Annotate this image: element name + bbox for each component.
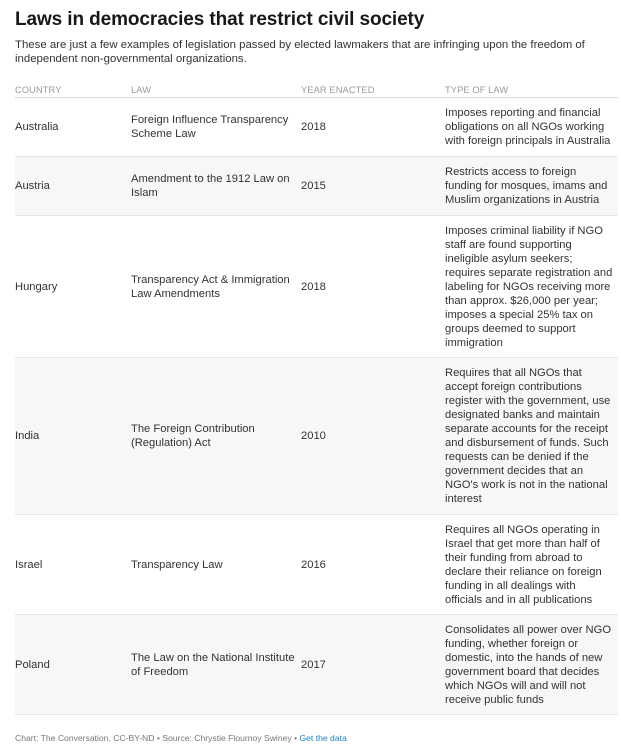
cell-law: The Foreign Contribution (Regulation) Act [131, 358, 301, 515]
cell-law: Transparency Act & Immigration Law Amendments [131, 216, 301, 358]
cell-year: 2016 [301, 515, 445, 615]
cell-country: Poland [15, 615, 131, 715]
chart-title: Laws in democracies that restrict civil society [15, 9, 425, 30]
table-row [15, 98, 618, 157]
cell-year: 2010 [301, 358, 445, 515]
cell-year: 2015 [301, 157, 445, 216]
cell-law: The Law on the National Institute of Freedom [131, 615, 301, 715]
cell-type: Requires all NGOs operating in Israel that get more than half of their funding from abroad to declare their reliance on foreign funding in all dealings with officials and in all publications [445, 515, 618, 615]
cell-type: Requires that all NGOs that accept foreign contributions register with the government, use designated banks and maintain separate accounts for the receipt and disbursement of funds. Such requests can be denied if the government decides that an NGO's work is not in the national interest [445, 358, 618, 515]
cell-type: Restricts access to foreign funding for mosques, imams and Muslim organizations in Austria [445, 157, 618, 216]
cell-type: Imposes reporting and financial obligations on all NGOs working with foreign principals in Australia [445, 98, 618, 157]
chart-container [15, 8, 618, 715]
cell-year: 2018 [301, 98, 445, 157]
cell-country: Austria [15, 157, 131, 216]
cell-year: 2018 [301, 216, 445, 358]
chart-subtitle: These are just a few examples of legislation passed by elected lawmakers that are infringing upon the freedom of independent non-governmental organizations. [15, 39, 585, 65]
laws-table [15, 84, 618, 715]
table-header-row [15, 84, 618, 98]
table-row [15, 615, 618, 715]
column-header-law: LAW [131, 84, 301, 98]
cell-law: Transparency Law [131, 515, 301, 615]
footer-credit: Chart: The Conversation, CC-BY-ND • Source: Chrystie Flournoy Swiney • [15, 733, 300, 743]
cell-country: India [15, 358, 131, 515]
table-row [15, 157, 618, 216]
table-row [15, 216, 618, 358]
chart-footer [15, 733, 347, 743]
cell-country: Israel [15, 515, 131, 615]
column-header-type: TYPE OF LAW [445, 84, 618, 98]
cell-type: Imposes criminal liability if NGO staff are found supporting ineligible asylum seekers; requires separate registration and labeling for NGOs receiving more than approx. $26,000 per year; imposes a special 25% tax on groups deemed to support immigration [445, 216, 618, 358]
cell-type: Consolidates all power over NGO funding, whether foreign or domestic, into the hands of new government board that decides which NGOs will and will not receive public funds [445, 615, 618, 715]
get-data-link[interactable]: Get the data [299, 733, 347, 743]
cell-country: Australia [15, 98, 131, 157]
cell-country: Hungary [15, 216, 131, 358]
table-row [15, 515, 618, 615]
cell-law: Amendment to the 1912 Law on Islam [131, 157, 301, 216]
table-row [15, 358, 618, 515]
cell-year: 2017 [301, 615, 445, 715]
cell-law: Foreign Influence Transparency Scheme Law [131, 98, 301, 157]
column-header-country: COUNTRY [15, 84, 131, 98]
column-header-year: YEAR ENACTED [301, 84, 445, 98]
